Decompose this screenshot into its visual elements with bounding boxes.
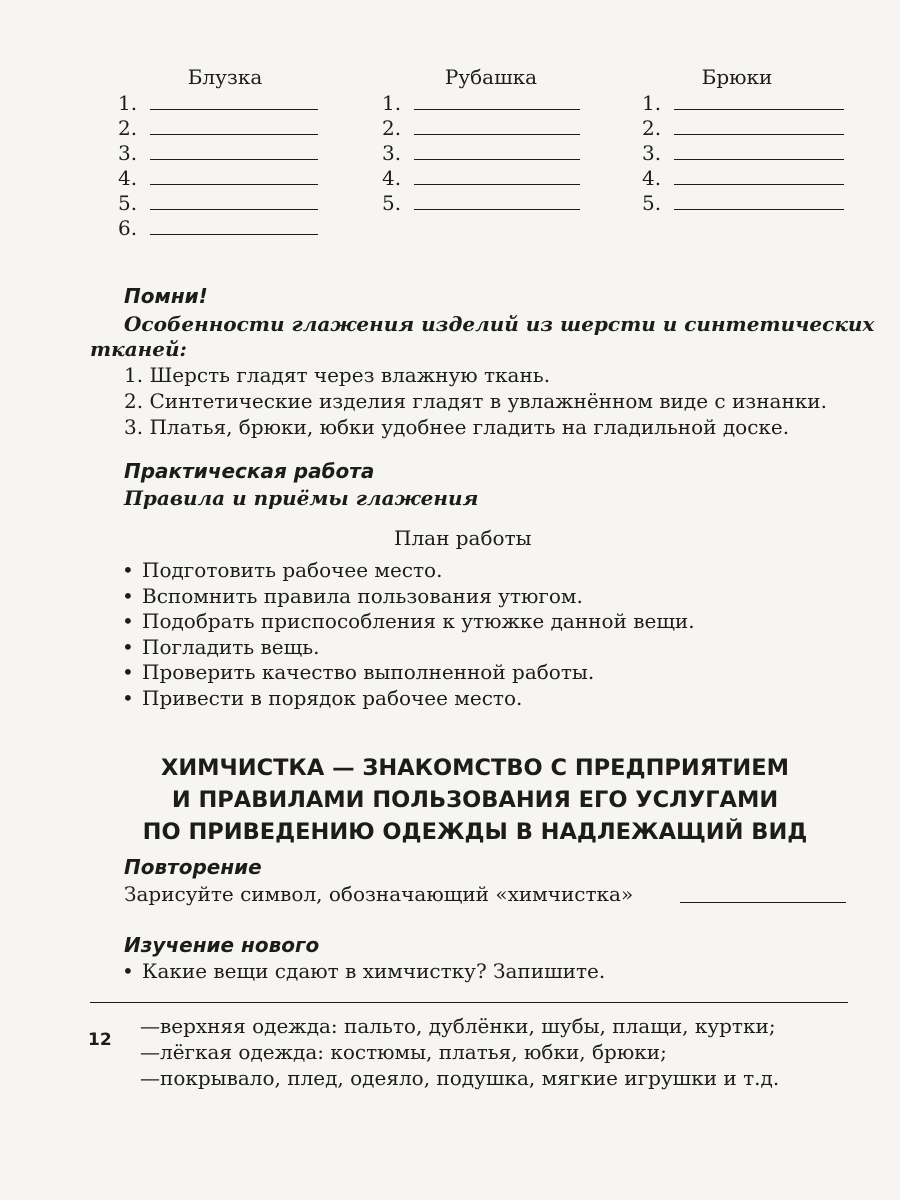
section-title: ХИМЧИСТКА — ЗНАКОМСТВО С ПРЕДПРИЯТИЕМ И ПРАВИЛАМИ ПОЛЬЗОВАНИЯ ЕГО УСЛУГАМИ ПО ПРИВЕДЕНИЮ ОДЕЖДЫ В НАДЛЕЖАЩИЙ ВИД [142,755,808,845]
plan-list [122,558,695,711]
remember-subtitle-line2: тканей: [90,337,187,361]
remember-point: 3. Платья, брюки, юбки удобнее гладить на гладильной доске. [124,415,790,439]
answer-line[interactable] [674,91,844,110]
blank-row[interactable]: 2. [118,115,348,140]
list-item: • Подобрать приспособления к утюжке данной вещи. [122,609,695,633]
blank-row[interactable]: 4. [118,165,348,190]
blank-row[interactable]: 2. [382,115,612,140]
answer-line[interactable] [674,166,844,185]
answer-line[interactable] [150,216,318,235]
answer-line[interactable] [150,91,318,110]
blank-row[interactable]: 4. [382,165,612,190]
answer-line[interactable] [150,141,318,160]
practical-subtitle: Правила и приёмы глажения [124,486,479,510]
list-item: —покрывало, плед, одеяло, подушка, мягкие игрушки и т.д. [140,1066,780,1090]
answer-line[interactable] [674,141,844,160]
answer-line[interactable] [90,1002,848,1003]
answer-line[interactable] [150,191,318,210]
blank-row[interactable]: 3. [642,140,872,165]
blank-row[interactable]: 3. [118,140,348,165]
remember-subtitle-line1: Особенности глажения изделий из шерсти и синтетических [124,312,875,336]
blank-row[interactable]: 5. [642,190,872,215]
new-topic-question: • Какие вещи сдают в химчистку? Запишите. [122,959,606,983]
list-item: • Подготовить рабочее место. [122,558,443,582]
repetition-heading: Повторение [124,855,262,879]
list-item: • Вспомнить правила пользования утюгом. [122,583,583,608]
remember-heading: Помни! [124,284,208,308]
blank-row[interactable]: 5. [382,190,612,215]
list-item: • Привести в порядок рабочее место. [122,685,523,710]
practical-heading: Практическая работа [124,459,375,483]
answer-line[interactable] [414,91,580,110]
repetition-task: Зарисуйте символ, обозначающий «химчистка» [124,882,634,906]
list-item: —лёгкая одежда: костюмы, платья, юбки, брюки; [140,1040,667,1064]
blank-row[interactable]: 1. [118,90,348,115]
column-title: Рубашка [444,65,538,89]
page-number: 12 [88,1030,112,1050]
answer-line[interactable] [414,191,580,210]
column-shirt [382,64,612,215]
answer-line[interactable] [150,166,318,185]
answer-line[interactable] [414,166,580,185]
new-topic-heading: Изучение нового [124,933,320,957]
list-item: • Погладить вещь. [122,634,320,659]
blank-row[interactable]: 6. [118,215,348,240]
remember-point: 1. Шерсть гладят через влажную ткань. [124,363,551,387]
blank-row[interactable]: 1. [642,90,872,115]
answer-line[interactable] [674,191,844,210]
symbol-answer-line[interactable] [680,902,846,903]
column-trousers [642,64,872,215]
answer-list [140,1013,779,1091]
remember-point: 2. Синтетические изделия гладят в увлажнённом виде с изнанки. [124,389,827,413]
blank-row[interactable]: 5. [118,190,348,215]
plan-title: План работы [394,526,532,550]
list-item: —верхняя одежда: пальто, дублёнки, шубы, плащи, куртки; [140,1014,776,1038]
answer-line[interactable] [150,116,318,135]
blank-row[interactable]: 3. [382,140,612,165]
column-title: Блузка [187,65,263,89]
blank-row[interactable]: 1. [382,90,612,115]
blank-row[interactable]: 4. [642,165,872,190]
answer-line[interactable] [414,116,580,135]
list-item: • Проверить качество выполненной работы. [122,660,595,684]
answer-line[interactable] [414,141,580,160]
column-blouse [118,64,348,240]
answer-line[interactable] [674,116,844,135]
blank-row[interactable]: 2. [642,115,872,140]
column-title: Брюки [701,65,773,89]
